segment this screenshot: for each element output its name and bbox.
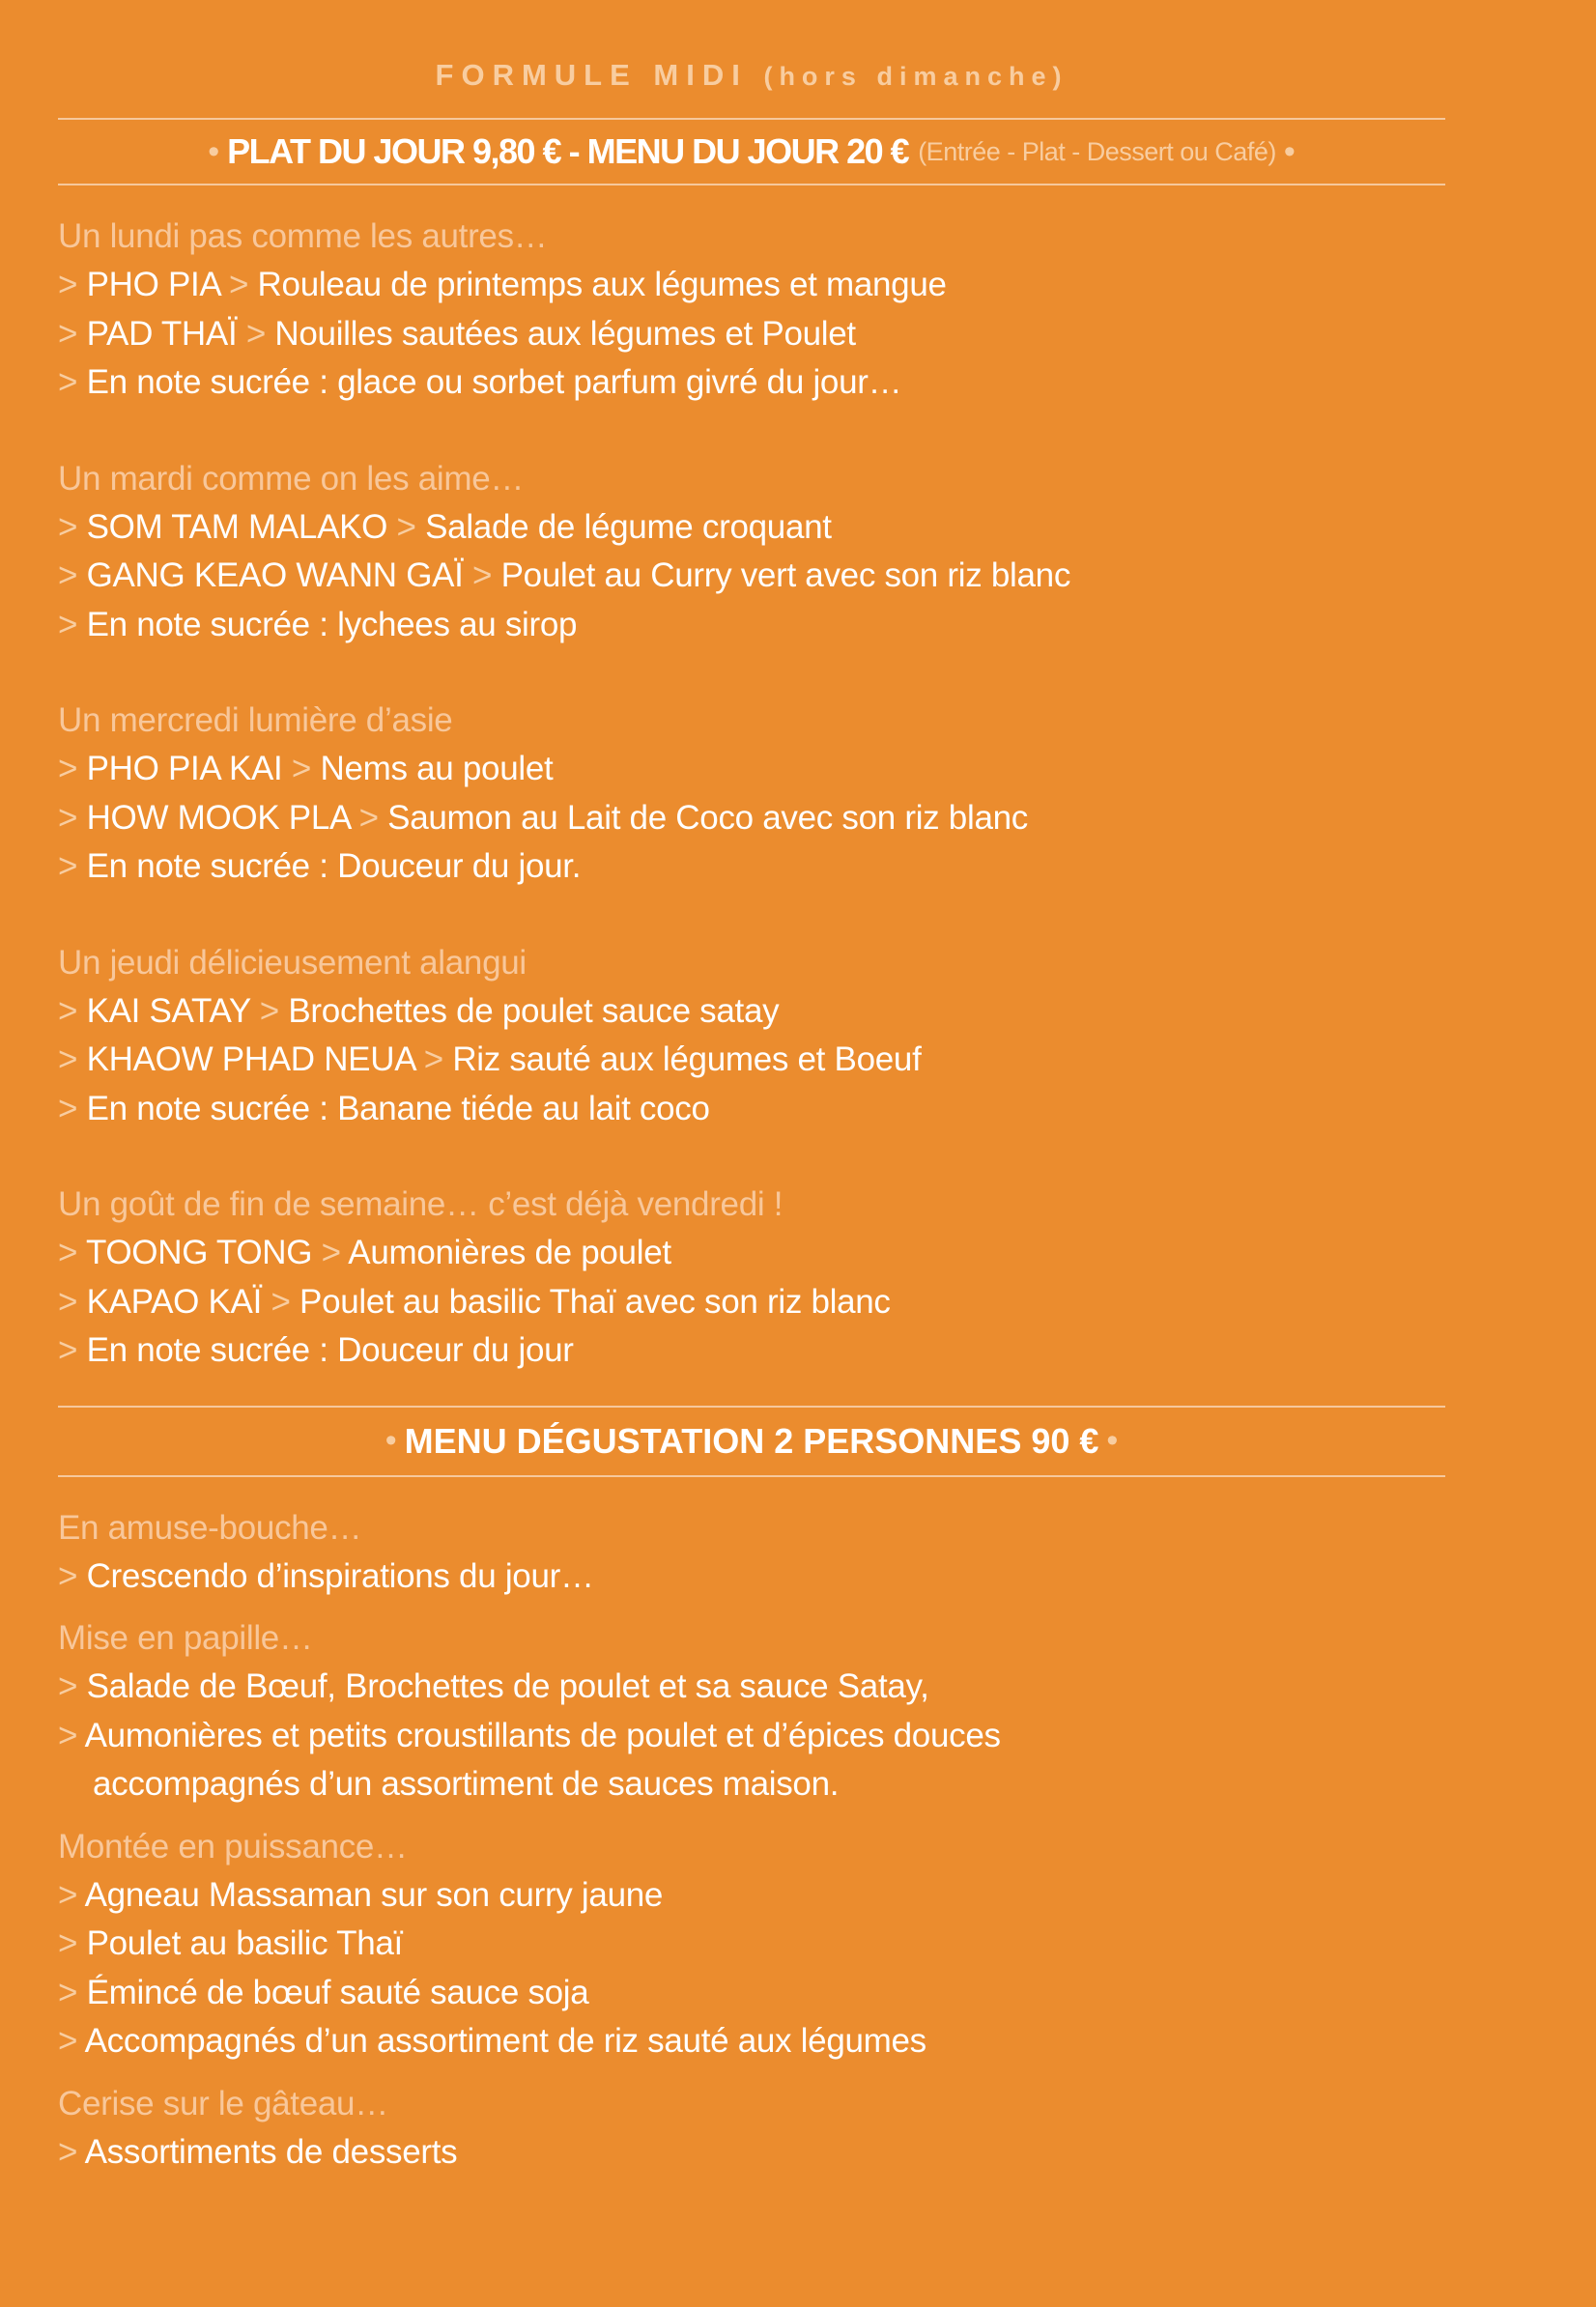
dish-name: SOM TAM MALAKO <box>86 507 388 546</box>
menu-line <box>58 1326 1445 1376</box>
formule-title <box>58 58 1445 97</box>
dish-description: Accompagnés d’un assortiment de riz sauté aux légumes <box>84 2022 926 2060</box>
dish-description: Rouleau de printemps aux légumes et mangue <box>257 266 947 303</box>
arrow-icon: > <box>58 1089 78 1127</box>
dish-name: TOONG TONG <box>85 1234 313 1271</box>
dish-description: Douceur du jour <box>337 1331 574 1369</box>
dish-description: Émincé de bœuf sauté sauce soja <box>86 1973 589 2011</box>
dish-description: Douceur du jour. <box>337 847 582 885</box>
tasting-menu-banner <box>58 1408 1445 1475</box>
dish-name: En note sucrée : <box>86 605 328 643</box>
dish-name: En note sucrée : <box>86 1331 328 1369</box>
papille-heading: Mise en papille… <box>58 1619 313 1657</box>
bullet-icon: • <box>1106 1422 1119 1459</box>
menu-line <box>58 1663 1445 1712</box>
arrow-icon: > <box>58 605 78 643</box>
bullet-icon: • <box>385 1422 397 1459</box>
menu-line <box>58 1085 1445 1134</box>
dish-description: Nems au poulet <box>320 750 554 787</box>
dish-name: En note sucrée : <box>86 847 328 885</box>
dish-name: GANG KEAO WANN GAÏ <box>86 556 464 594</box>
dish-name: PHO PIA <box>86 266 220 303</box>
divider <box>58 1475 1445 1477</box>
dish-name: PHO PIA KAI <box>86 750 283 787</box>
menu-line <box>58 310 1445 359</box>
lunch-price-text: PLAT DU JOUR 9,80 € - MENU DU JOUR 20 € <box>227 131 909 171</box>
lunch-price-banner <box>58 120 1445 184</box>
menu-line <box>58 1552 1445 1602</box>
arrow-icon: > <box>58 1716 78 1754</box>
dish-description: Crescendo d’inspirations du jour… <box>86 1556 594 1595</box>
day-heading: Un mardi comme on les aime… <box>58 459 525 498</box>
arrow-icon: > <box>58 1040 78 1078</box>
arrow-icon: > <box>58 750 78 787</box>
menu-line <box>58 503 1445 553</box>
menu-line <box>58 2128 1445 2178</box>
arrow-icon: > <box>58 847 78 885</box>
arrow-icon: > <box>58 314 78 353</box>
arrow-icon: > <box>321 1234 341 1271</box>
arrow-icon: > <box>58 556 78 594</box>
dish-description: lychees au sirop <box>337 605 578 643</box>
arrow-icon: > <box>58 2022 78 2060</box>
montee-heading: Montée en puissance… <box>58 1827 408 1866</box>
lunch-price-note: (Entrée - Plat - Dessert ou Café) <box>918 136 1276 166</box>
dish-description: Salade de légume croquant <box>425 507 832 546</box>
day-heading: Un jeudi délicieusement alangui <box>58 943 527 982</box>
daily-menus <box>58 213 1445 1376</box>
day-menu <box>58 455 1445 650</box>
menu-line <box>58 842 1445 892</box>
arrow-icon: > <box>58 1667 78 1705</box>
bullet-icon: • <box>1283 132 1296 170</box>
dish-description: Poulet au basilic Thaï <box>86 1924 403 1962</box>
dish-name: KAI SATAY <box>86 991 251 1030</box>
menu-line-continuation: accompagnés d’un assortiment de sauces maison. <box>93 1765 840 1803</box>
arrow-icon: > <box>58 798 78 837</box>
dish-name: KHAOW PHAD NEUA <box>86 1040 415 1078</box>
tasting-menu-title: MENU DÉGUSTATION 2 PERSONNES 90 € <box>404 1420 1099 1461</box>
formule-title-text: FORMULE MIDI <box>435 58 748 92</box>
menu-content <box>58 0 1445 2177</box>
menu-line <box>58 1036 1445 1085</box>
divider <box>58 184 1445 185</box>
dish-name: KAPAO KAÏ <box>86 1282 263 1321</box>
dish-name: En note sucrée : <box>86 1089 328 1127</box>
day-heading: Un goût de fin de semaine… c’est déjà vendredi ! <box>58 1185 784 1223</box>
menu-line <box>58 358 1445 408</box>
arrow-icon: > <box>58 1875 78 1914</box>
menu-line <box>58 1229 1445 1278</box>
arrow-icon: > <box>259 991 279 1030</box>
cerise-heading: Cerise sur le gâteau… <box>58 2084 388 2122</box>
menu-line <box>58 552 1445 601</box>
dish-description: Poulet au Curry vert avec son riz blanc <box>500 556 1071 594</box>
arrow-icon: > <box>245 314 266 353</box>
arrow-icon: > <box>58 1331 78 1369</box>
menu-line <box>58 261 1445 310</box>
arrow-icon: > <box>228 266 249 303</box>
day-menu <box>58 697 1445 892</box>
arrow-icon: > <box>58 2132 78 2171</box>
arrow-icon: > <box>58 1924 78 1962</box>
menu-line <box>58 1278 1445 1327</box>
menu-line <box>58 1969 1445 2018</box>
dish-name: HOW MOOK PLA <box>86 798 351 837</box>
day-menu <box>58 939 1445 1134</box>
dish-name: PAD THAÏ <box>86 314 238 353</box>
dish-description: Saumon au Lait de Coco avec son riz blanc <box>387 798 1028 837</box>
amuse-bouche-heading: En amuse-bouche… <box>58 1508 362 1547</box>
day-heading: Un lundi pas comme les autres… <box>58 217 548 255</box>
dish-description: Riz sauté aux légumes et Boeuf <box>452 1040 922 1078</box>
dish-description: Poulet au basilic Thaï avec son riz blanc <box>299 1282 891 1321</box>
dish-name: En note sucrée : <box>86 363 328 401</box>
dish-description: Aumonières de poulet <box>348 1234 671 1271</box>
dish-description: Assortiments de desserts <box>84 2132 458 2171</box>
day-heading: Un mercredi lumière d’asie <box>58 701 453 739</box>
bullet-icon: • <box>208 132 220 170</box>
menu-line <box>58 794 1445 843</box>
arrow-icon: > <box>472 556 493 594</box>
formule-subtitle: (hors dimanche) <box>763 62 1069 91</box>
arrow-icon: > <box>58 1973 78 2011</box>
arrow-icon: > <box>58 363 78 401</box>
dish-description: Banane tiéde au lait coco <box>337 1089 710 1127</box>
menu-line <box>58 987 1445 1037</box>
menu-line <box>58 1920 1445 1969</box>
menu-line <box>58 1712 1445 1761</box>
dish-description: Brochettes de poulet sauce satay <box>288 991 780 1030</box>
day-menu <box>58 1181 1445 1376</box>
dish-description: glace ou sorbet parfum givré du jour… <box>337 363 902 401</box>
dish-description: Agneau Massaman sur son curry jaune <box>84 1875 664 1914</box>
arrow-icon: > <box>396 507 416 546</box>
arrow-icon: > <box>291 750 312 787</box>
arrow-icon: > <box>271 1282 291 1321</box>
dish-description: Aumonières et petits croustillants de poulet et d’épices douces <box>84 1716 1001 1754</box>
menu-line <box>58 1871 1445 1921</box>
menu-line <box>58 601 1445 650</box>
menu-line <box>58 745 1445 794</box>
dish-description: Nouilles sautées aux légumes et Poulet <box>274 314 856 353</box>
arrow-icon: > <box>423 1040 443 1078</box>
arrow-icon: > <box>358 798 379 837</box>
arrow-icon: > <box>58 507 78 546</box>
arrow-icon: > <box>58 991 78 1030</box>
day-menu <box>58 213 1445 408</box>
arrow-icon: > <box>58 1556 78 1595</box>
dish-description: Salade de Bœuf, Brochettes de poulet et sa sauce Satay, <box>86 1667 929 1705</box>
arrow-icon: > <box>58 266 78 303</box>
menu-line <box>58 2017 1445 2066</box>
arrow-icon: > <box>58 1282 78 1321</box>
arrow-icon: > <box>58 1234 78 1271</box>
